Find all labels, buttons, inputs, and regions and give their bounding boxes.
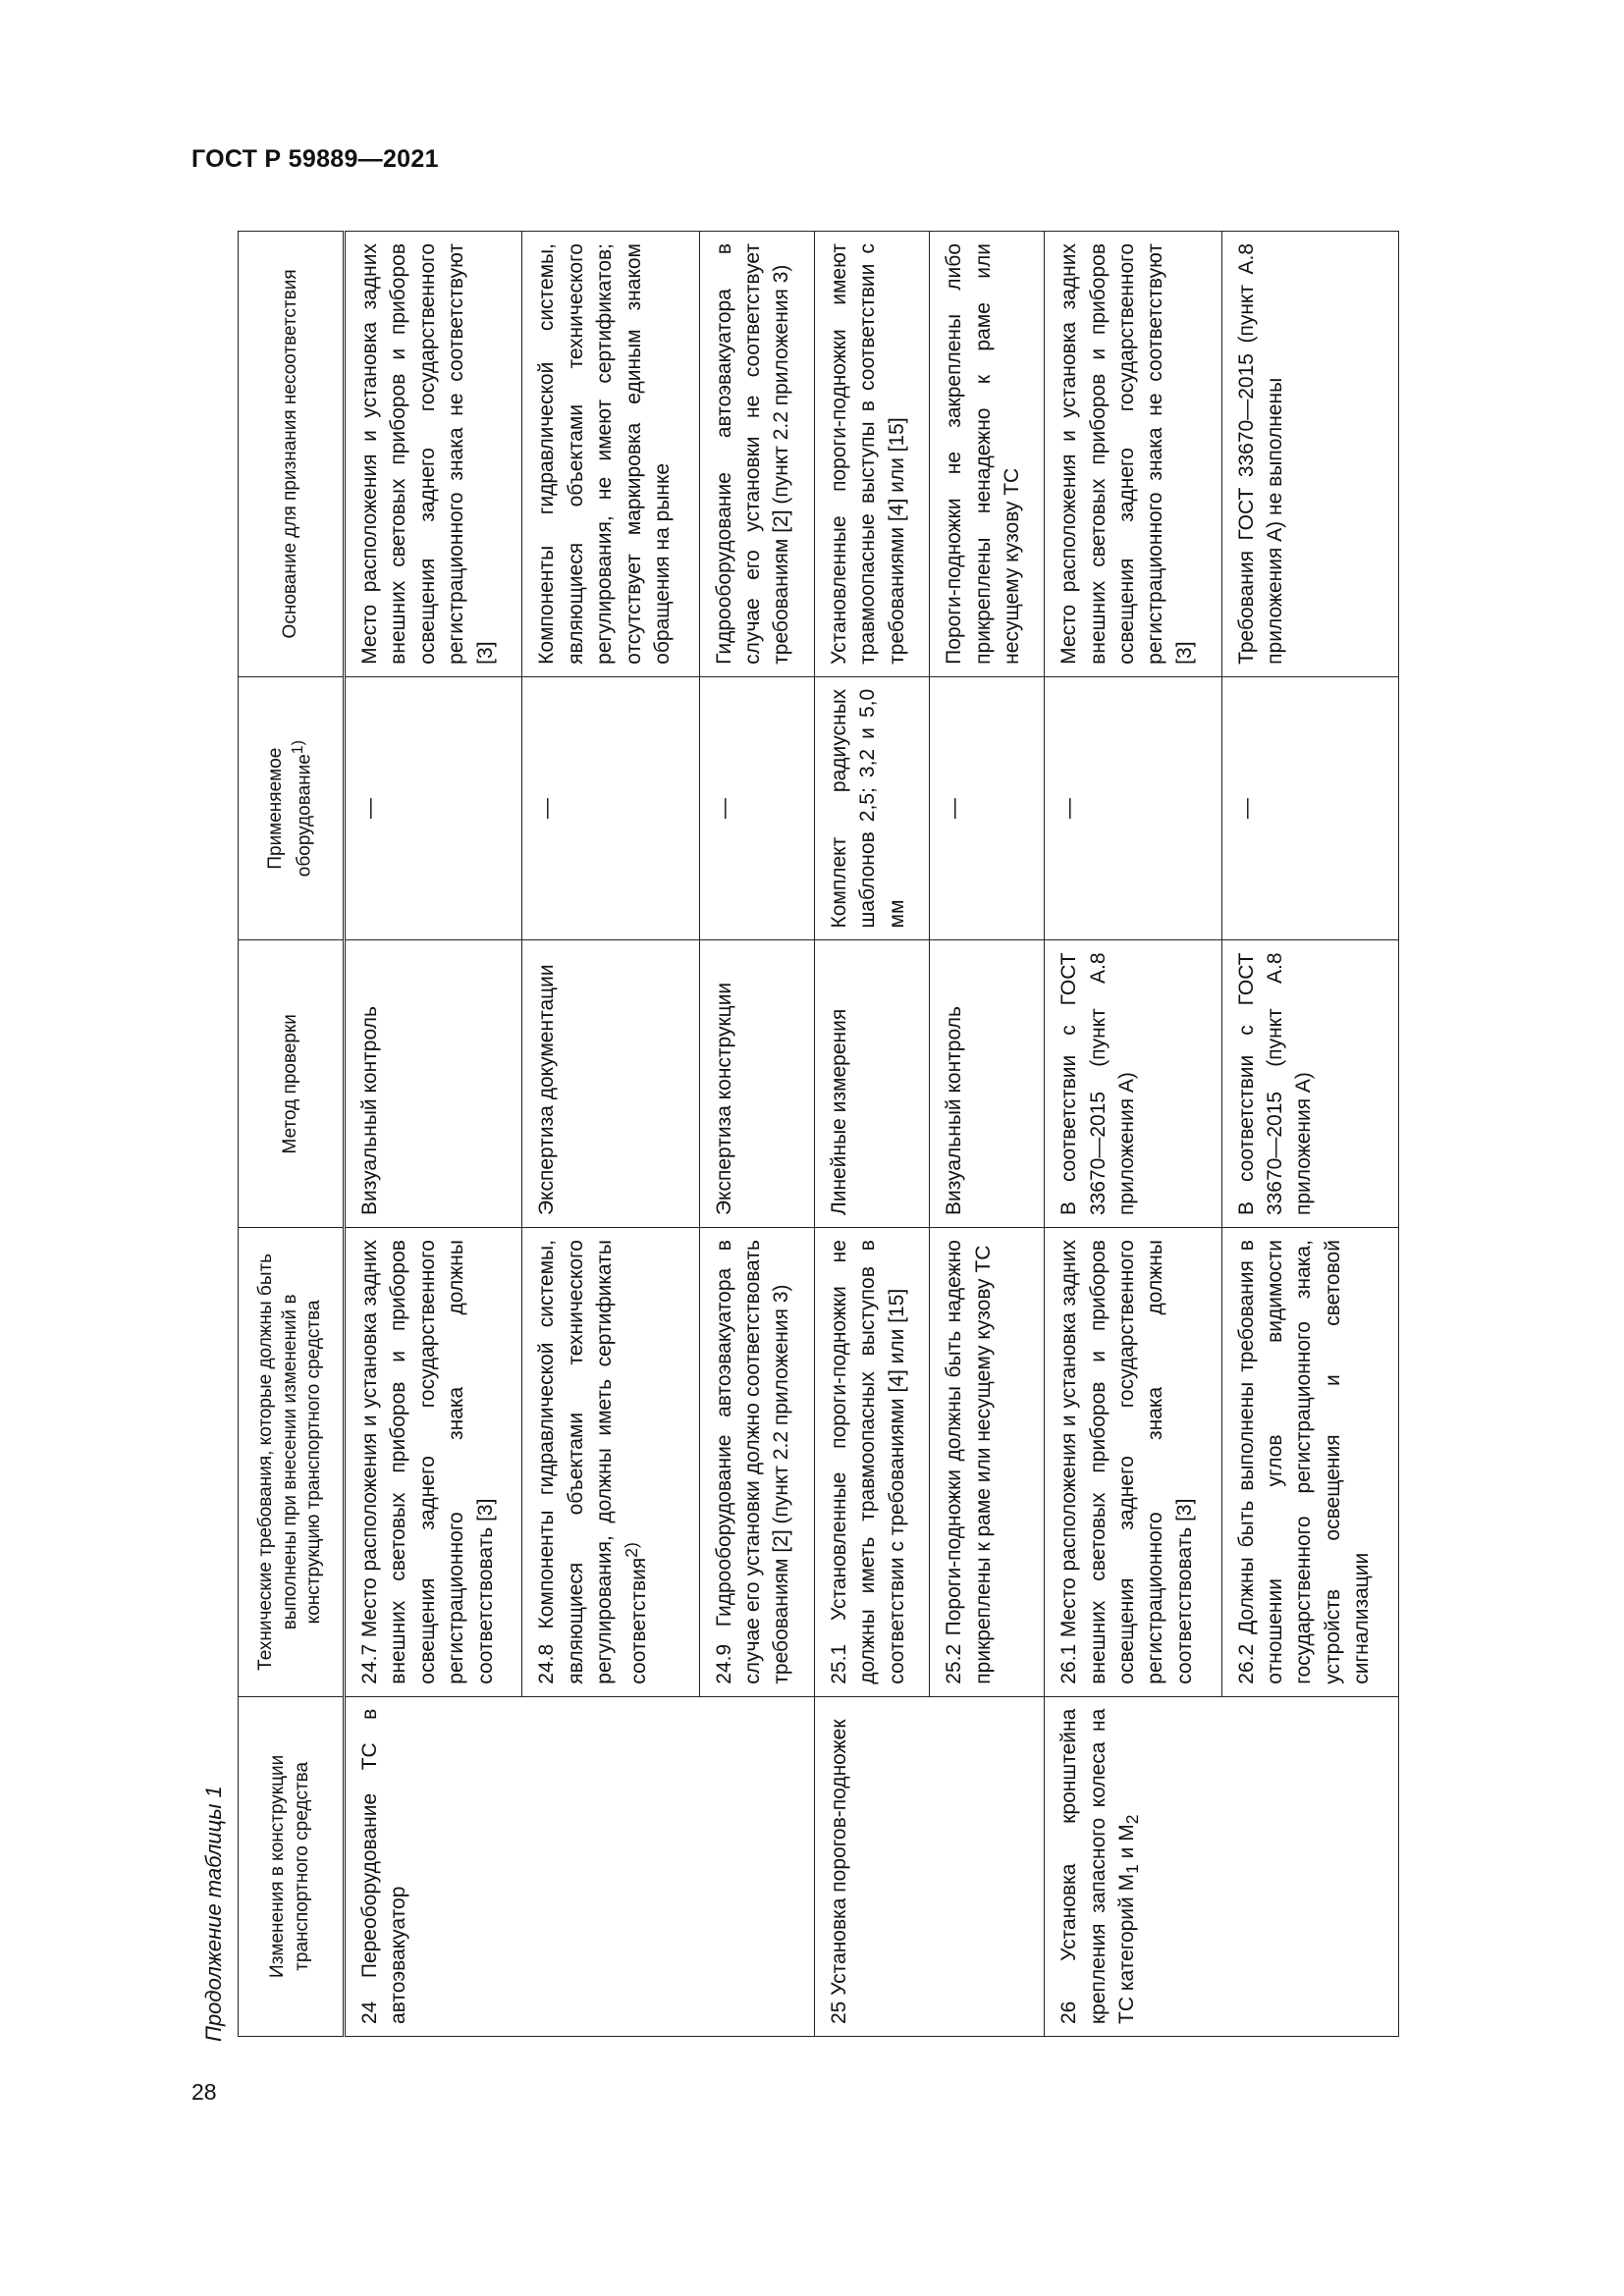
category-subscript: 2 <box>1122 1814 1143 1825</box>
basis-cell: Пороги-подножки не закреплены либо прикреплены ненадежно к раме или несущему кузову ТС <box>930 232 1045 677</box>
requirement-cell: 26.2 Должны быть выполнены требования в отношении углов видимости государственного регистрационного знака, устройств освещения и световой сигнализации <box>1221 1228 1398 1697</box>
method-cell: Экспертиза конструкции <box>699 940 814 1228</box>
standard-header: ГОСТ Р 59889—2021 <box>191 145 439 173</box>
col-header-basis: Основание для признания несоответствия <box>239 232 345 677</box>
basis-cell: Установленные пороги-подножки имеют травмоопасные выступы в соответствии с требованиями [4] или [15] <box>814 232 929 677</box>
change-text-mid: и M <box>1115 1824 1139 1865</box>
method-cell: Линейные измерения <box>814 940 929 1228</box>
equipment-cell: — <box>1221 676 1398 940</box>
requirement-cell: 25.2 Пороги-подножки должны быть надежно прикреплены к раме или несущему кузову ТС <box>930 1228 1045 1697</box>
method-cell: Экспертиза документации <box>522 940 699 1228</box>
basis-cell: Место расположения и установка задних внешних световых приборов и приборов освещения заднего государственного регистрационного знака не соответствуют [3] <box>345 232 522 677</box>
page-number: 28 <box>191 2079 217 2105</box>
equipment-cell: — <box>345 676 522 940</box>
table-row <box>1045 232 1221 2037</box>
basis-cell: Место расположения и установка задних внешних световых приборов и приборов освещения заднего государственного регистрационного знака не соответствуют [3] <box>1045 232 1221 677</box>
footnote-marker: 1) <box>289 740 306 755</box>
requirement-text: 24.8 Компоненты гидравлической системы, являющиеся объектами технического регулирования, должны иметь сертификаты соответствия <box>535 1240 650 1684</box>
col-header-method: Метод проверки <box>239 940 345 1228</box>
col-header-equipment <box>239 676 345 940</box>
basis-cell: Компоненты гидравлической системы, являющиеся объектами технического регулирования, не имеют сертификатов; отсутствует маркировка единым знаком обращения на рынке <box>522 232 699 677</box>
change-text: 26 Установка кронштейна крепления запасного колеса на ТС категорий M <box>1057 1708 1139 2024</box>
basis-cell: Требования ГОСТ 33670—2015 (пункт А.8 приложения А) не выполнены <box>1221 232 1398 677</box>
requirements-table <box>238 231 1399 2037</box>
equipment-cell: Комплект радиусных шаблонов 2,5; 3,2 и 5,0 мм <box>814 676 929 940</box>
equipment-cell: — <box>1045 676 1221 940</box>
change-cell <box>1045 1696 1399 2036</box>
method-cell: В соответствии с ГОСТ 33670—2015 (пункт А.8 приложения А) <box>1221 940 1398 1228</box>
table-caption: Продолжение таблицы 1 <box>201 1786 226 2042</box>
method-cell: Визуальный контроль <box>345 940 522 1228</box>
col-header-change: Изменения в конструкции транспортного средства <box>239 1696 345 2036</box>
requirement-cell: 25.1 Установленные пороги-подножки не должны иметь травмоопасных выступов в соответствии с требованиями [4] или [15] <box>814 1228 929 1697</box>
basis-cell: Гидрооборудование автоэвакуатора в случае его установки не соответствует требованиям [2] (пункт 2.2 приложения 3) <box>699 232 814 677</box>
requirement-cell <box>522 1228 699 1697</box>
requirement-cell: 26.1 Место расположения и установка задних внешних световых приборов и приборов освещения заднего государственного регистрационного знака должны соответствовать [3] <box>1045 1228 1221 1697</box>
footnote-marker: 2) <box>621 1542 641 1558</box>
equipment-cell: — <box>930 676 1045 940</box>
table-row <box>814 232 929 2037</box>
requirement-cell: 24.9 Гидрооборудование автоэвакуатора в случае его установки должно соответствовать требованиям [2] (пункт 2.2 приложения 3) <box>699 1228 814 1697</box>
change-cell: 24 Переоборудование ТС в автоэвакуатор <box>345 1696 815 2036</box>
table-header-row <box>239 232 345 2037</box>
method-cell: В соответствии с ГОСТ 33670—2015 (пункт А.8 приложения А) <box>1045 940 1221 1228</box>
category-subscript: 1 <box>1122 1864 1143 1874</box>
change-cell: 25 Установка порогов-подножек <box>814 1696 1044 2036</box>
table-row <box>345 232 522 2037</box>
col-header-requirement: Технические требования, которые должны быть выполнены при внесении изменений в конструкцию транспортного средства <box>239 1228 345 1697</box>
requirement-cell: 24.7 Место расположения и установка задних внешних световых приборов и приборов освещения заднего государственного регистрационного знака должны соответствовать [3] <box>345 1228 522 1697</box>
table-container <box>238 231 1399 2037</box>
equipment-cell: — <box>522 676 699 940</box>
method-cell: Визуальный контроль <box>930 940 1045 1228</box>
equipment-cell: — <box>699 676 814 940</box>
col-header-equipment-label: Применяемое оборудование <box>265 747 315 878</box>
